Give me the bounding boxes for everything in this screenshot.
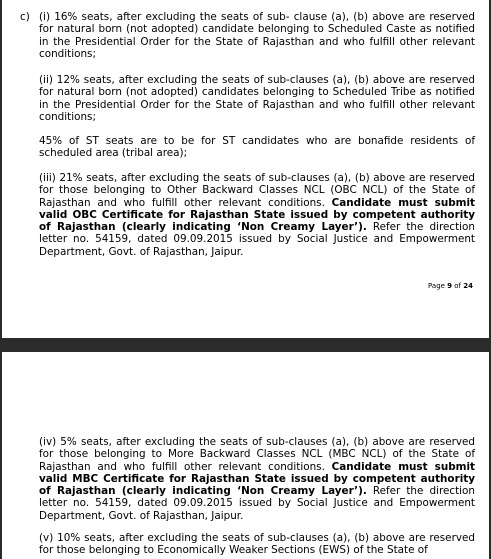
page-separator [0, 338, 491, 352]
page-current: 9 [447, 282, 453, 290]
mbc-direction-letter: Refer the direction letter no. 54159, dated 09.09.2015 issued by Social Justice and Empowerment Department, Govt. of Rajasthan, Jaipur. [39, 485, 475, 522]
page-number [428, 282, 473, 291]
page-total: 24 [463, 282, 473, 290]
page-prefix: Page [428, 282, 448, 290]
page-edge-left [0, 352, 2, 559]
obc-direction-letter: Refer the direction letter no. 54159, dated 09.09.2015 issued by Social Justice and Empowerment Department, Govt. of Rajasthan, Jaipur. [39, 221, 475, 258]
paragraph-obc-reservation [39, 172, 475, 258]
paragraph-sc-reservation: (i) 16% seats, after excluding the seats of sub- clause (a), (b) above are reserved for natural born (not adopted) candidate belonging to Scheduled Caste as notified in the Presidential Order for the State of Rajasthan and who fulfill other relevant conditions; [39, 11, 475, 60]
mbc-certificate-requirement: Candidate must submit valid MBC Certificate for Rajasthan State issued by competent authority of Rajasthan (clearly indicating ‘Non Creamy Layer’). [39, 460, 476, 498]
paragraph-ews-reservation: (v) 10% seats, after excluding the seats of sub-clauses (a), (b) above are reserved for those belonging to Economically Weaker Sections (EWS) of the State of [39, 532, 475, 557]
clause-marker: c) [20, 11, 30, 23]
page-edge-left [0, 0, 2, 338]
page-of: of [452, 282, 464, 290]
mbc-text: (iv) 5% seats, after excluding the seats of sub-clauses (a), (b) above are reserved for those belonging to More Backward Classes NCL (MBC NCL) of the State of Rajasthan and who fulfill other relevant conditions. [39, 436, 475, 473]
paragraph-st-reservation: (ii) 12% seats, after excluding the seats of sub-clauses (a), (b) above are reserved for natural born (not adopted) candidates belonging to Scheduled Tribe as notified in the Presidential Order for the State of Rajasthan and who fulfill other relevant conditions; [39, 74, 475, 123]
paragraph-mbc-reservation [39, 436, 475, 522]
obc-text: (iii) 21% seats, after excluding the seats of sub-clauses (a), (b) above are reserved for those belonging to Other Backward Classes NCL (OBC NCL) of the State of Rajasthan and who fulfill other relevant conditions. [39, 172, 475, 209]
obc-certificate-requirement: Candidate must submit valid OBC Certificate for Rajasthan State issued by competent authority of Rajasthan (clearly indicating ‘Non Creamy Layer’). [39, 196, 476, 234]
paragraph-st-scheduled-area: 45% of ST seats are to be for ST candidates who are bonafide residents of scheduled area (tribal area); [39, 135, 475, 160]
